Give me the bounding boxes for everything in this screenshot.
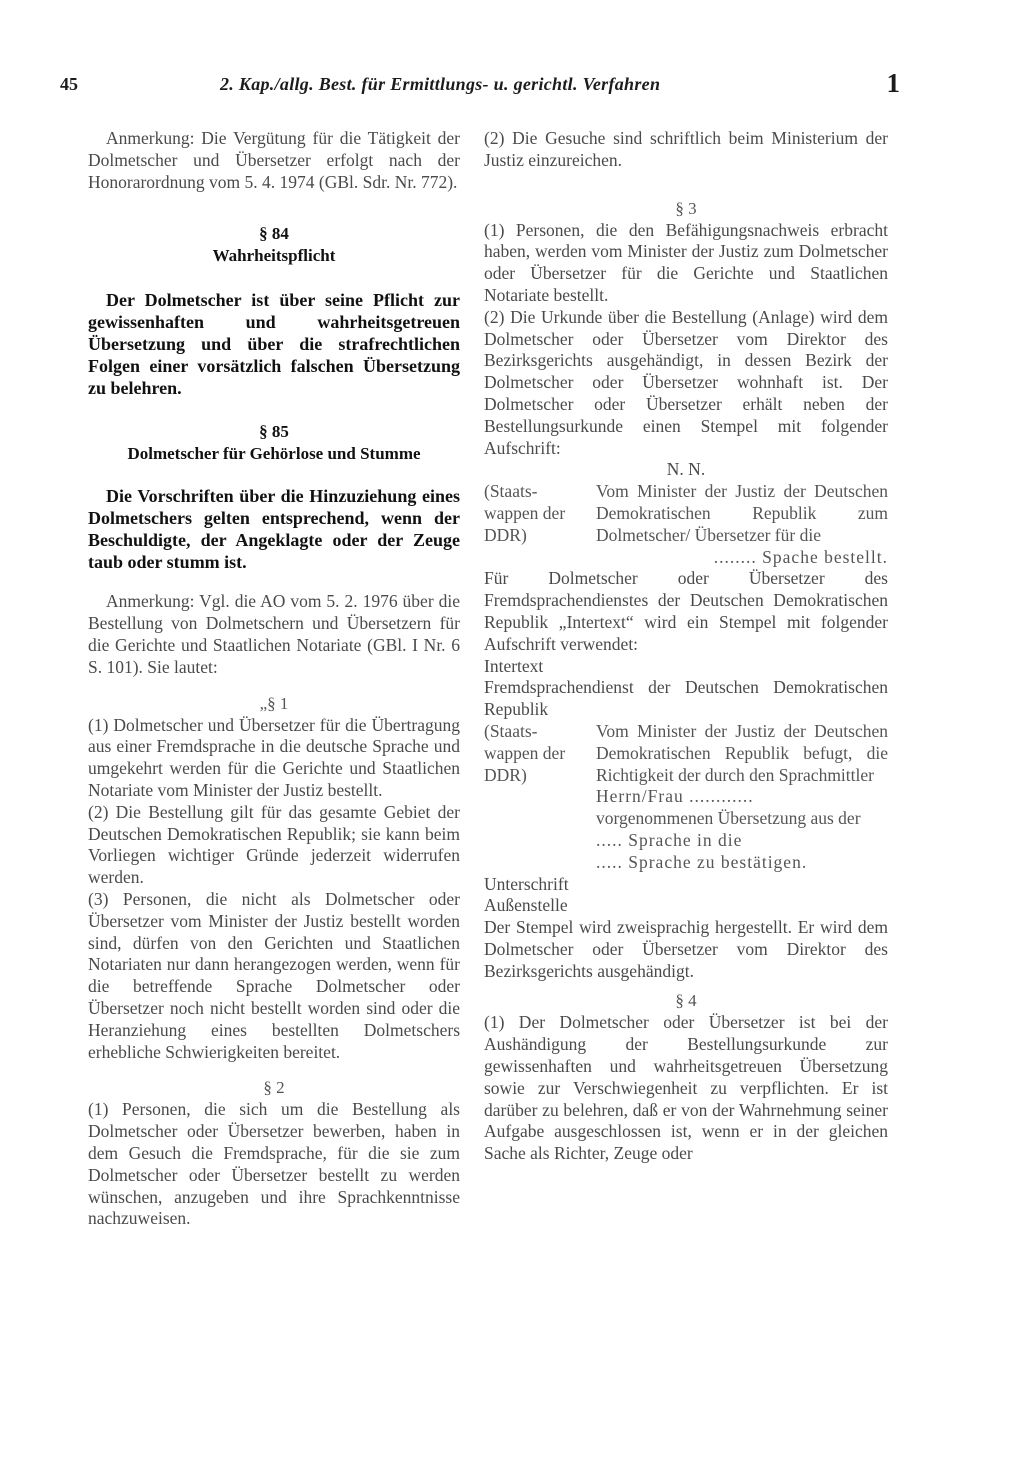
section-84-number: § 84 xyxy=(259,224,289,244)
stamp-2-target-language: ..... Sprache zu bestätigen. xyxy=(596,851,808,872)
stamp-1-language-line: ........ Spache bestellt. xyxy=(713,546,888,567)
intertext-paragraph: Für Dolmetscher oder Übersetzer des Fremdsprachendienstes der Deutschen Demokratischen Republik „Intertext“ wird ein Stempel mit folgender Aufschrift verwendet: xyxy=(484,568,888,654)
section-84-text: Der Dolmetscher ist über seine Pflicht zur gewissenhaften und wahrheitsgetreuen Übersetzung und über die strafrechtlichen Folgen einer vorsätzlich falschen Übersetzung zu belehren. xyxy=(88,290,460,399)
branch-office-line: Außenstelle xyxy=(484,895,568,916)
page-number: 45 xyxy=(60,74,78,94)
section-85-title: Dolmetscher für Gehörlose und Stumme xyxy=(127,444,421,464)
stamp-text-2 xyxy=(484,721,888,874)
stamp-1-text: Vom Minister der Justiz der Deutschen Demokratischen Republik zum Dolmetscher/ Übersetzer für die xyxy=(596,481,888,545)
stamp-text-1 xyxy=(484,481,888,568)
ao-section-3-para-2: (2) Die Urkunde über die Bestellung (Anlage) wird dem Dolmetscher oder Übersetzer vom Direktor des Bezirksgerichts ausgehändigt, in dessen Bezirk der Dolmetscher oder Übersetzer wohnhaft ist. Der Dolmetscher oder Übersetzer erhält neben der Bestellungsurkunde einen Stempel mit folgender Aufschrift: xyxy=(484,306,888,458)
stamp-2-coat-of-arms: (Staats- wappen der DDR) xyxy=(484,720,566,785)
ao-section-2-para-2: (2) Die Gesuche sind schriftlich beim Ministerium der Justiz einzureichen. xyxy=(484,128,888,170)
ao-section-1-para-1: (1) Dolmetscher und Übersetzer für die Übertragung aus einer Fremdsprache in die deutsche Sprache und umgekehrt werden für die Gerichte und Staatlichen Notariate vom Minister der Justiz bestellt. xyxy=(88,714,460,800)
stamp-2-source-language: ..... Sprache in die xyxy=(596,829,743,850)
section-85-number: § 85 xyxy=(259,422,289,442)
ao-section-1-para-3: (3) Personen, die nicht als Dolmetscher oder Übersetzer vom Minister der Justiz bestellt worden sind, dürfen von den Gerichten und Staatlichen Notariaten nur dann herangezogen werden, wenn für die betreffende Sprache Dolmetscher oder Übersetzer noch nicht bestellt worden sind oder die Heranziehung eines bestellten Dolmetschers erhebliche Schwierigkeiten bereitet. xyxy=(88,888,460,1062)
ao-section-2-para-1: (1) Personen, die sich um die Bestellung als Dolmetscher oder Übersetzer bewerben, haben in dem Gesuch die Fremdsprache, für die sie zum Dolmetscher oder Übersetzer bestellt zu werden wünschen, anzugeben und ihre Sprachkenntnisse nachzuweisen. xyxy=(88,1099,460,1229)
running-header xyxy=(60,68,900,106)
section-85-text: Die Vorschriften über die Hinzuziehung eines Dolmetschers gelten entsprechend, wenn der Beschuldigte, der Angeklagte oder der Zeuge taub oder stumm ist. xyxy=(88,486,460,573)
stamp-2-name-line: Herrn/Frau ............ xyxy=(596,786,754,807)
note-ordinance: Anmerkung: Vgl. die AO vom 5. 2. 1976 über die Bestellung von Dolmetschern und Übersetzern für die Gerichte und Staatlichen Notariate (GBl. I Nr. 6 S. 101). Sie lautet: xyxy=(88,591,460,677)
signature-line: Unterschrift xyxy=(484,873,569,894)
section-84-title: Wahrheitspflicht xyxy=(212,246,336,266)
ao-section-3-para-1: (1) Personen, die den Befähigungsnachweis erbracht haben, werden vom Minister der Justiz zum Dolmetscher oder Übersetzer für die Gerichte und Staatlichen Notariate bestellt. xyxy=(484,219,888,305)
running-title: 2. Kap./allg. Best. für Ermittlungs- u. gerichtl. Verfahren xyxy=(220,74,661,94)
intertext-line-2: Fremdsprachendienst der Deutschen Demokratischen Republik xyxy=(484,677,888,720)
left-column xyxy=(88,128,460,1230)
chapter-number: 1 xyxy=(886,68,900,98)
note-remuneration: Anmerkung: Die Vergütung für die Tätigkeit der Dolmetscher und Übersetzer erfolgt nach der Honorarordnung vom 5. 4. 1974 (GBl. Sdr. Nr. 772). xyxy=(88,128,460,192)
ao-section-4-para-1: (1) Der Dolmetscher oder Übersetzer ist bei der Aushändigung der Bestellungsurkunde zur gewissenhaften und wahrheitsgetreuen Übersetzung sowie zur Verschwiegenheit zu verpflichten. Er ist darüber zu belehren, daß er von der Wahrnehmung seiner Aufgabe ausgeschlossen ist, wenn er in der gleichen Sache als Richter, Zeuge oder xyxy=(484,1012,888,1164)
ao-section-1-para-2: (2) Die Bestellung gilt für das gesamte Gebiet der Deutschen Demokratischen Republik; sie kann beim Vorliegen wichtiger Gründe jederzeit widerrufen werden. xyxy=(88,801,460,888)
stamp-note: Der Stempel wird zweisprachig hergestellt. Er wird dem Dolmetscher oder Übersetzer vom Direktor des Bezirksgerichts ausgehändigt. xyxy=(484,917,888,981)
right-column xyxy=(484,128,888,1165)
stamp-2-translation-line: vorgenommenen Übersetzung aus der xyxy=(596,808,861,829)
intertext-line-1: Intertext xyxy=(484,655,544,676)
stamp-2-text: Vom Minister der Justiz der Deutschen Demokratischen Republik befugt, die Richtigkeit der durch den Sprachmittler xyxy=(596,720,888,785)
ao-section-2-number: § 2 xyxy=(263,1078,285,1098)
ao-section-1-number: „§ 1 xyxy=(259,693,289,713)
stamp-1-coat-of-arms: (Staats- wappen der DDR) xyxy=(484,481,566,545)
ao-section-4-number: § 4 xyxy=(675,991,697,1011)
stamp-name-placeholder: N. N. xyxy=(666,459,706,480)
ao-section-3-number: § 3 xyxy=(675,198,697,218)
